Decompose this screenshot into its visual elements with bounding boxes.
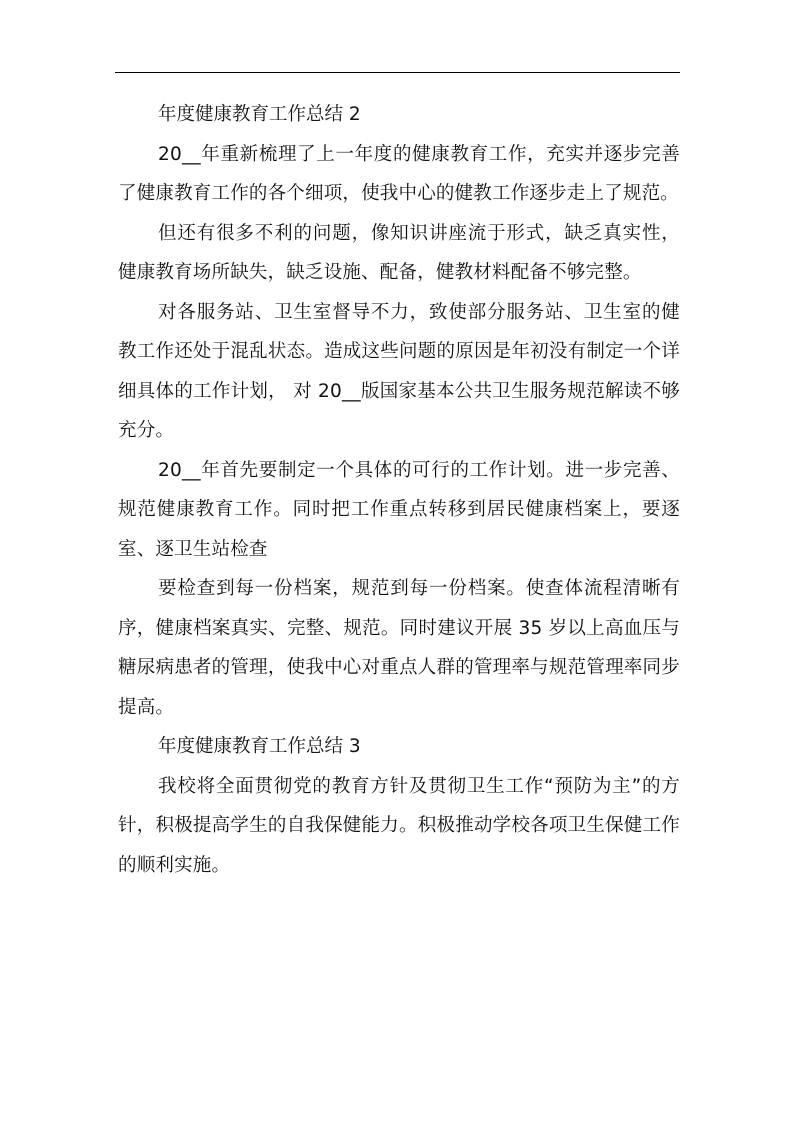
section-heading-3: 年度健康教育工作总结 3: [158, 736, 361, 757]
section-heading-2: 年度健康教育工作总结 2: [158, 104, 361, 125]
paragraph: 我校将全面贯彻党的教育方针及贯彻卫生工作“预防为主”的方针，积极提高学生的自我保健能力。积极推动学校各项卫生保健工作的顺利实施。: [118, 775, 680, 876]
document-body: [118, 95, 680, 885]
paragraph: 但还有很多不利的问题，像知识讲座流于形式，缺乏真实性，健康教育场所缺失，缺乏设施、配备，健教材料配备不够完整。: [118, 222, 680, 283]
paragraph: 要检查到每一份档案，规范到每一份档案。使查体流程清晰有序，健康档案真实、完整、规范。同时建议开展 35 岁以上高血压与糖尿病患者的管理，使我中心对重点人群的管理率与规范管理率同步提高。: [118, 578, 680, 718]
paragraph: 对各服务站、卫生室督导不力，致使部分服务站、卫生室的健教工作还处于混乱状态。造成这些问题的原因是年初没有制定一个详细具体的工作计划， 对 20__版国家基本公共卫生服务规范解读不够充分。: [118, 301, 680, 441]
paragraph: 20__年首先要制定一个具体的可行的工作计划。进一步完善、规范健康教育工作。同时把工作重点转移到居民健康档案上，要逐室、逐卫生站检查: [118, 459, 680, 560]
header-rule: [115, 72, 680, 73]
paragraph: 20__年重新梳理了上一年度的健康教育工作，充实并逐步完善了健康教育工作的各个细项，使我中心的健教工作逐步走上了规范。: [118, 143, 680, 204]
